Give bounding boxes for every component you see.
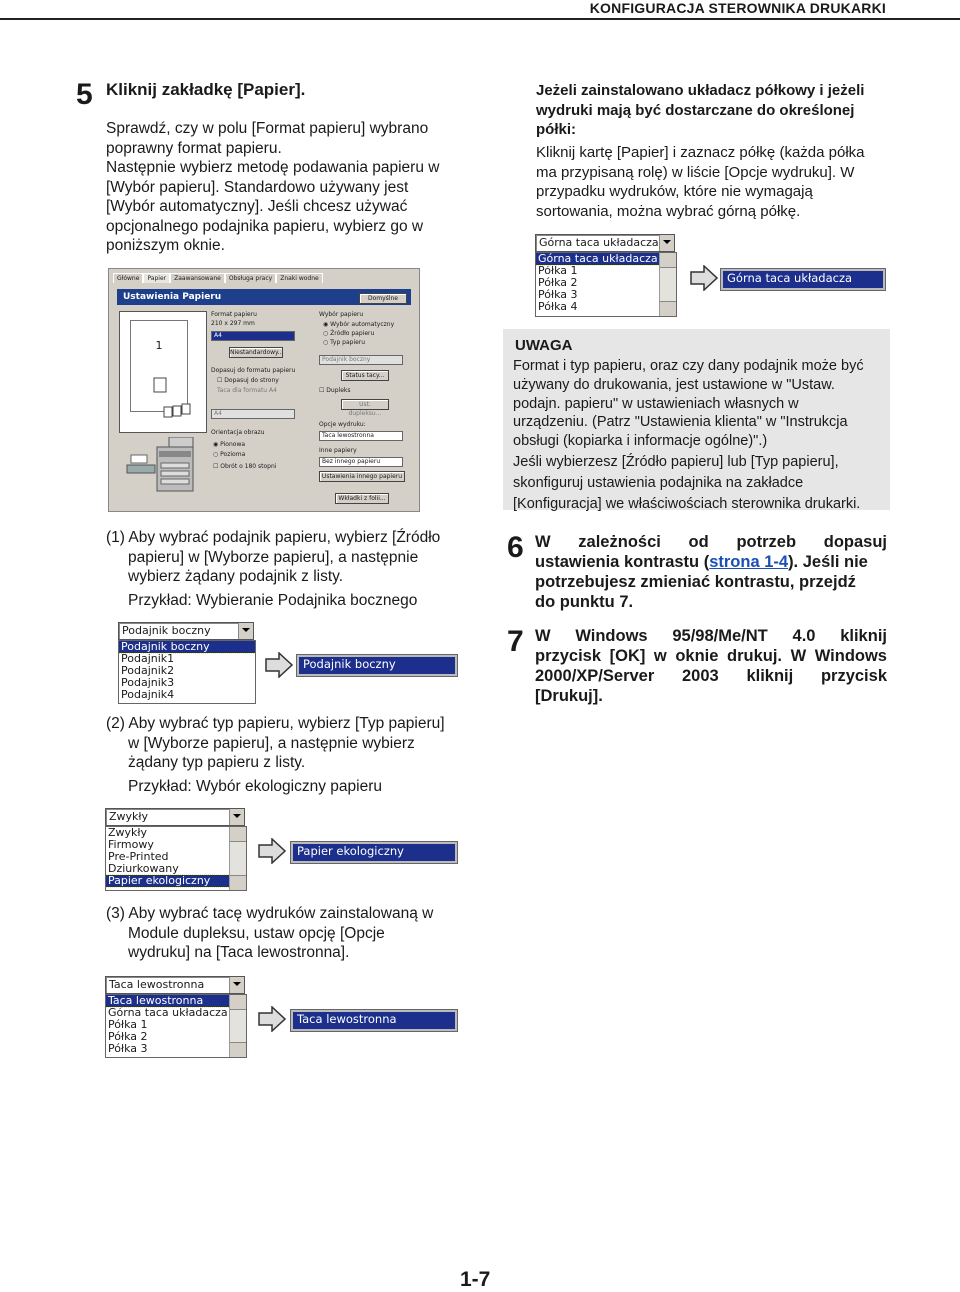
body-line: Kliknij kartę [Papier] i zaznacz półkę (każda półka	[536, 144, 865, 161]
list-item[interactable]: Półka 2	[538, 276, 578, 289]
body-line: sortowania, można wybrać górną półkę.	[536, 202, 801, 220]
step-7-text	[535, 626, 887, 706]
orientation-portrait[interactable]: ◉ Pionowa	[213, 441, 246, 448]
source-type-radio[interactable]: ○ Typ papieru	[323, 339, 366, 346]
note-line: urządzeniu. (Patrz "Ustawienia klienta" w "Instrukcja	[513, 414, 848, 431]
fit-select[interactable]: A4	[211, 409, 295, 419]
step-5-number: 5	[76, 78, 93, 111]
format-label: Format papieru	[211, 311, 257, 318]
list-item[interactable]: Podajnik1	[121, 652, 175, 665]
combo-value: Podajnik boczny	[122, 624, 211, 637]
source-tray-label: Źródło papieru	[330, 330, 375, 337]
list-item[interactable]: Podajnik4	[121, 688, 175, 701]
item-example: Przykład: Wybór ekologiczny papieru	[128, 777, 383, 795]
arrow-right-icon	[265, 652, 293, 678]
chevron-down-icon[interactable]	[229, 809, 244, 825]
item-example: Przykład: Wybieranie Podajnika bocznego	[128, 591, 418, 609]
tab-watermarks[interactable]: Znaki wodne	[276, 273, 323, 283]
source-auto-label: Wybór automatyczny	[330, 321, 395, 328]
item-1-text	[106, 528, 458, 610]
format-size: 210 x 297 mm	[211, 320, 255, 327]
shelf-list[interactable]	[535, 252, 677, 317]
arrow-right-icon	[690, 265, 718, 291]
item-line: (2) Aby wybrać typ papieru, wybierz [Typ papieru]	[106, 715, 445, 732]
list-item[interactable]: Półka 2	[108, 1030, 148, 1043]
step-6-number: 6	[507, 531, 524, 564]
source-tray-radio[interactable]: ○ Źródło papieru	[323, 330, 375, 337]
list-item[interactable]: Półka 3	[538, 288, 578, 301]
list-item[interactable]: Podajnik3	[121, 676, 175, 689]
list-item[interactable]: Podajnik2	[121, 664, 175, 677]
list-item[interactable]: Półka 1	[108, 1018, 148, 1031]
rotate-label: Obrót o 180 stopni	[220, 463, 277, 470]
other-paper-settings-button[interactable]: Ustawienia innego papieru	[319, 471, 405, 482]
list-item[interactable]: Górna taca układacza	[108, 1006, 228, 1019]
scroll-up-icon[interactable]	[660, 253, 676, 268]
duplex-label: Dupleks	[326, 387, 351, 394]
shelf-heading	[536, 81, 888, 140]
tray-status-button[interactable]: Status tacy...	[341, 370, 389, 381]
page-number: 1-7	[460, 1268, 491, 1291]
output-icon	[153, 377, 167, 393]
item-line: Module dupleksu, ustaw opcję [Opcje	[128, 924, 385, 942]
step-line: do punktu 7.	[535, 593, 634, 611]
step-line: W Windows 95/98/Me/NT 4.0 kliknij	[535, 627, 887, 645]
scroll-down-icon[interactable]	[660, 301, 676, 316]
scrollbar[interactable]	[229, 827, 246, 890]
list-item[interactable]: Taca lewostronna	[106, 995, 246, 1007]
duplex-checkbox[interactable]: ☐ Dupleks	[319, 387, 351, 394]
fit-label: Dopasuj do formatu papieru	[211, 367, 296, 374]
item-1-result: Podajnik boczny	[297, 655, 457, 676]
landscape-label: Pozioma	[220, 451, 246, 458]
list-item[interactable]: Pre-Printed	[108, 850, 169, 863]
combo-value: Taca lewostronna	[109, 978, 205, 991]
heading-line: wydruki mają być dostarczane do określonej	[536, 101, 855, 119]
list-item[interactable]: Podajnik boczny	[119, 641, 255, 653]
portrait-label: Pionowa	[220, 441, 246, 448]
step-line: potrzebujesz zmieniać kontrastu, przejdź	[535, 573, 856, 591]
item-2-combo[interactable]	[105, 808, 245, 826]
step-5-title: Kliknij zakładkę [Papier].	[106, 80, 306, 99]
item-line: (3) Aby wybrać tacę wydruków zainstalowaną w	[106, 905, 434, 922]
note-line: używany do drukowania, jest ustawione w "Ustaw.	[513, 376, 835, 393]
step-6-text	[535, 532, 887, 612]
note-box	[503, 329, 890, 510]
shelf-body	[536, 143, 888, 221]
heading-line: Jeżeli zainstalowano układacz półkowy i jeżeli	[536, 82, 865, 99]
rotate-checkbox[interactable]: ☐ Obrót o 180 stopni	[213, 463, 277, 470]
item-2-list[interactable]	[105, 826, 247, 891]
body-line: [Wybór automatyczny]. Jeśli chcesz używać	[106, 198, 408, 215]
list-item[interactable]: Półka 3	[108, 1042, 148, 1055]
step-line: 2000/XP/Server 2003 kliknij przycisk	[535, 667, 887, 685]
scrollbar[interactable]	[229, 995, 246, 1057]
other-paper-label: Inne papiery	[319, 447, 357, 454]
list-item[interactable]: Półka 1	[538, 264, 578, 277]
step-line: [Drukuj].	[535, 687, 603, 705]
chevron-down-icon[interactable]	[229, 977, 244, 993]
arrow-right-icon	[258, 838, 286, 864]
list-item[interactable]: Półka 4	[538, 300, 578, 313]
custom-size-button[interactable]: Niestandardowy...	[230, 349, 284, 356]
dialog-banner: Ustawienia Papieru	[117, 289, 411, 305]
step-line: przycisk [OK] w oknie drukuj. W Windows	[535, 647, 887, 665]
item-1-list[interactable]	[118, 640, 256, 704]
item-3-text	[106, 904, 458, 963]
transparency-inserts-button[interactable]: Wkładki z folii...	[335, 493, 389, 504]
step-text: ). Jeśli nie	[788, 553, 868, 571]
dialog-tabs	[113, 273, 323, 283]
printer-icon	[123, 437, 207, 497]
item-line: wydruku] na [Taca lewostronna].	[128, 944, 350, 961]
body-line: poprawny format papieru.	[106, 139, 282, 157]
item-line: papieru] w [Wyborze papieru], a następnie	[128, 548, 419, 566]
step-line: W zależności od potrzeb dopasuj	[535, 533, 887, 551]
step-7-number: 7	[507, 625, 524, 658]
item-line: żądany typ papieru z listy.	[128, 754, 306, 771]
fit-checkbox[interactable]: ☐ Dopasuj do strony	[217, 377, 279, 384]
step-line	[535, 552, 887, 572]
tab-advanced[interactable]: Zaawansowane	[170, 273, 225, 283]
list-item[interactable]: Górna taca układacza	[536, 253, 676, 265]
list-item[interactable]: Papier ekologiczny	[106, 875, 246, 887]
source-auto-radio[interactable]: ◉ Wybór automatyczny	[323, 321, 395, 328]
item-2-text	[106, 714, 458, 796]
scroll-down-icon[interactable]	[230, 1042, 246, 1057]
note-line: podajn. papieru" w ustawieniach własnych w	[513, 395, 799, 412]
fit-to-label: Taca dla formatu A4	[217, 387, 277, 394]
step-5-body	[106, 119, 458, 256]
note-line: [Konfiguracja] we właściwościach sterownika drukarki.	[513, 495, 861, 512]
item-3-result: Taca lewostronna	[291, 1010, 457, 1031]
tab-main[interactable]: Główne	[113, 273, 143, 283]
chevron-down-icon[interactable]	[238, 623, 253, 639]
note-title: UWAGA	[515, 337, 573, 354]
step-text: ustawienia kontrastu (	[535, 553, 710, 571]
paper-preview-page: 1	[130, 320, 188, 412]
running-header: KONFIGURACJA STEROWNIKA DRUKARKI	[589, 0, 886, 16]
item-line: wybierz żądany podajnik z listy.	[128, 568, 344, 585]
body-line: [Wybór papieru]. Standardowo używany jest	[106, 178, 409, 196]
chevron-down-icon[interactable]	[659, 235, 674, 251]
page-link[interactable]: strona 1-4	[709, 553, 789, 571]
shelf-combo[interactable]	[535, 234, 675, 252]
list-item[interactable]: Zwykły	[108, 826, 148, 839]
scrollbar[interactable]	[659, 253, 676, 316]
item-1-combo[interactable]	[118, 622, 254, 640]
other-paper-select[interactable]: Bez innego papieru	[319, 457, 403, 467]
combo-value: Górna taca układacza	[539, 236, 659, 249]
default-button[interactable]: Domyślne	[359, 293, 407, 304]
shelf-result: Górna taca układacza	[721, 269, 885, 290]
header-rule	[0, 18, 960, 20]
body-line: Sprawdź, czy w polu [Format papieru] wybrano	[106, 120, 429, 137]
orientation-landscape[interactable]: ○ Pozioma	[213, 451, 246, 458]
scroll-down-icon[interactable]	[230, 875, 246, 890]
scroll-up-icon[interactable]	[230, 827, 246, 842]
output-select[interactable]: Taca lewostronna	[319, 431, 403, 441]
arrow-right-icon	[258, 1006, 286, 1032]
scroll-up-icon[interactable]	[230, 995, 246, 1010]
note-line: Jeśli wybierzesz [Źródło papieru] lub [Typ papieru],	[513, 453, 839, 470]
tab-job-handling[interactable]: Obsługa pracy	[225, 273, 276, 283]
body-line: ma przypisaną rolę) w liście [Opcje wydruku]. W	[536, 163, 855, 181]
note-text	[513, 357, 881, 513]
duplex-settings-button[interactable]: Ust. dupleksu...	[341, 399, 389, 410]
note-line: Format i typ papieru, oraz czy dany podajnik może być	[513, 358, 864, 374]
body-line: przypadku wydruków, które nie wymagają	[536, 183, 813, 200]
heading-line: półki:	[536, 121, 576, 138]
orientation-label: Orientacja obrazu	[211, 429, 265, 436]
tab-paper[interactable]: Papier	[143, 273, 170, 283]
item-3-combo[interactable]	[105, 976, 245, 994]
body-line: Następnie wybierz metodę podawania papieru w	[106, 159, 440, 176]
source-type-label: Typ papieru	[330, 339, 366, 346]
note-line: obsługi (kopiarka i informacje ogólne)".)	[513, 433, 768, 450]
output-label: Opcje wydruku:	[319, 421, 366, 428]
source-label: Wybór papieru	[319, 311, 364, 318]
list-item[interactable]: Dziurkowany	[108, 862, 179, 875]
item-line: w [Wyborze papieru], a następnie wybierz	[128, 734, 415, 752]
item-2-result: Papier ekologiczny	[291, 842, 457, 863]
item-line: (1) Aby wybrać podajnik papieru, wybierz [Źródło	[106, 529, 441, 546]
body-line: poniższym oknie.	[106, 237, 225, 254]
combo-value: Zwykły	[109, 810, 149, 823]
paper-settings-dialog	[108, 268, 420, 512]
list-item[interactable]: Firmowy	[108, 838, 154, 851]
body-line: opcjonalnego podajnika papieru, wybierz go w	[106, 217, 424, 235]
fit-checkbox-label: Dopasuj do strony	[224, 377, 279, 384]
item-3-list[interactable]	[105, 994, 247, 1058]
source-select[interactable]: Podajnik boczny	[319, 355, 403, 365]
note-line: skonfiguruj ustawienia podajnika na zakładce	[513, 474, 804, 491]
format-select[interactable]: A4	[211, 331, 295, 341]
stack-icon	[163, 403, 193, 419]
